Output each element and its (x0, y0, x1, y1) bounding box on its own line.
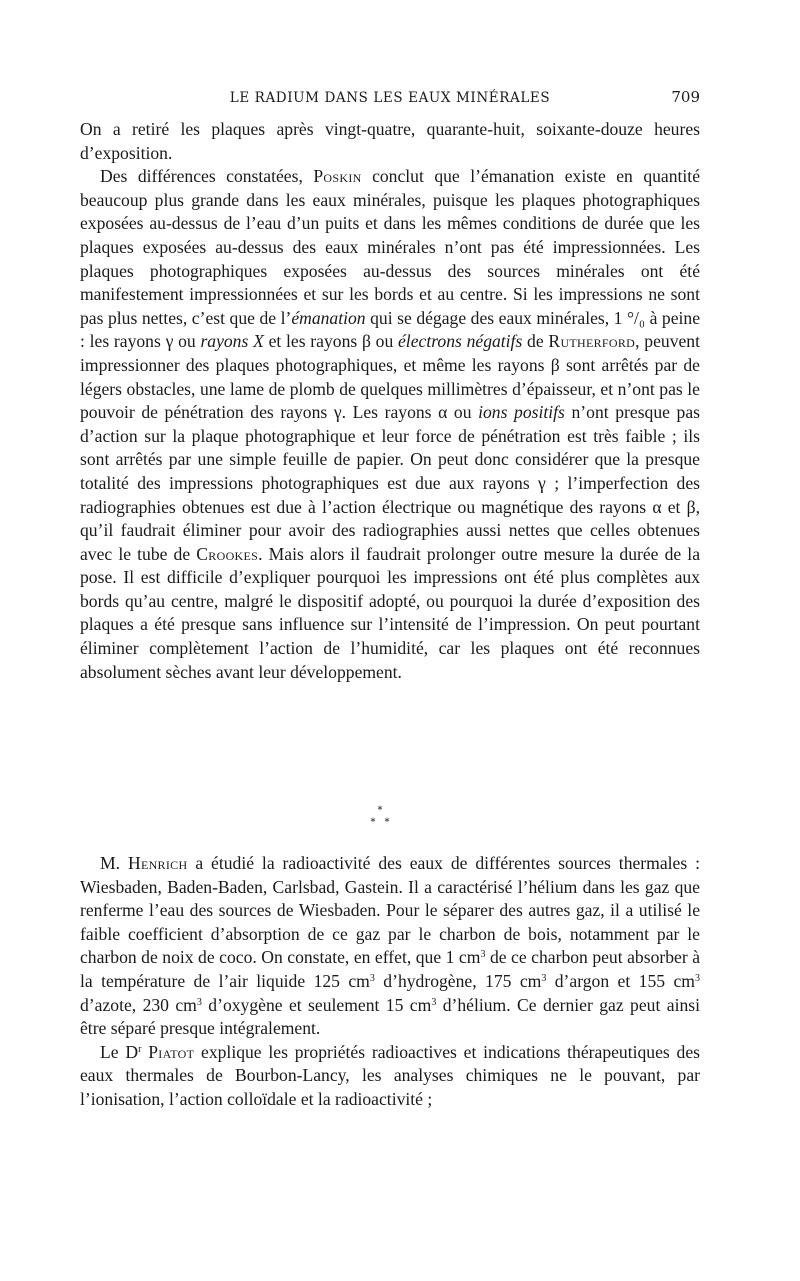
paragraph-4 (80, 1041, 700, 1112)
superscript: 3 (480, 949, 486, 961)
text-run: de (522, 331, 549, 352)
text-run: qui se dégage des eaux minérales, 1 °/₀ à peine : les rayons γ ou (80, 307, 701, 352)
page-number: 709 (671, 88, 700, 106)
author-name-rutherford: Rutherford (548, 331, 636, 352)
text-block-lower (80, 852, 700, 1112)
section-separator-asterism (360, 806, 400, 836)
page-header (80, 88, 700, 110)
text-run: et les rayons β ou (263, 331, 398, 352)
asterism-star: * (384, 817, 390, 828)
text-run: M. (100, 853, 128, 873)
asterism-star: * (377, 805, 383, 816)
text-run: d’hydrogène, 175 cm (374, 970, 542, 991)
text-run: de ce charbon peut absorber à la température de l’air liquide 125 cm (80, 947, 701, 991)
running-title: LE RADIUM DANS LES EAUX MINÉRALES (229, 90, 551, 106)
superscript: 3 (694, 972, 700, 984)
italic-term-electrons: électrons négatifs (398, 331, 523, 352)
text-run: . Mais alors il faudrait prolonger outre mesure la durée de la pose. Il est difficile d’expliquer pourquoi les impressions ont été plus complètes aux bords qu’au centre, malgré le dispositif adopté, ou pourquoi la durée d’exposition des plaques a été presque sans influence sur l’intensité de l’impression. On peut pourtant éliminer complètement l’action de l’humidité, car les plaques ont été reconnues absolument sèches avant leur développement. (80, 543, 700, 682)
text-run: , peuvent impressionner des plaques photographiques, et même les rayons β sont arrêtés par de légers obstacles, une lame de plomb de quelques millimètres d’épaisseur, et n’ont pas le pouvoir de pénétration des rayons γ. Les rayons α ou (80, 331, 700, 423)
text-run: Des différences constatées, (100, 166, 314, 187)
text-run: d’oxygène et seulement 15 cm (201, 994, 432, 1015)
text-run: d’hélium. Ce dernier gaz peut ainsi être séparé presque intégralement. (80, 994, 700, 1039)
text-block-upper (80, 118, 700, 684)
paragraph-3 (80, 852, 700, 1041)
paragraph-1: On a retiré les plaques après vingt-quatre, quarante-huit, soixante-douze heures d’exposition. (80, 119, 700, 163)
text-run: a étudié la radioactivité des eaux de différentes sources thermales : Wiesbaden, Baden-Baden, Carlsbad, Gastein. Il a caractérisé l’hélium dans les gaz que renferme l’eau des sources de Wiesbaden. Pour le séparer des autres gaz, il a utilisé le faible coefficient d’absorption de ce gaz par le charbon de bois, notamment par le charbon de noix de coco. On constate, en effet, que 1 cm (80, 853, 700, 968)
superscript: 3 (196, 996, 202, 1008)
text-run: conclut que l’émanation existe en quantité beaucoup plus grande dans les eaux minérales, puisque les plaques photographiques exposées au-dessus de l’eau d’un puits et dans les mêmes conditions de durée que les plaques exposées au-dessus des eaux minérales n’ont pas été impressionnées. Les plaques photographiques exposées au-dessus des sources minérales ont été manifestement impressionnées et sur les bords et au centre. Si les impressions ne sont pas plus nettes, c’est que de l’ (80, 166, 701, 328)
superscript: 3 (431, 996, 437, 1008)
superscript: 3 (369, 972, 375, 984)
author-name-crookes: Crookes (196, 543, 259, 564)
italic-term-emanation: émanation (291, 307, 366, 328)
text-run: d’argon et 155 cm (546, 970, 695, 991)
author-name-piatot: Piatot (148, 1041, 195, 1062)
text-run: d’azote, 230 cm (80, 994, 197, 1015)
author-name-poskin: Poskin (313, 166, 362, 187)
text-run: Le D (100, 1041, 139, 1062)
italic-term-rayons-x: rayons X (200, 331, 264, 352)
superscript: 3 (541, 972, 547, 984)
author-name-henrich: Henrich (127, 853, 188, 873)
text-run: explique les propriétés radioactives et indications thérapeutiques des eaux thermales de Bourbon-Lancy, les analyses chimiques ne le pouvant, par l’ionisation, l’action colloïdale et la radioactivité ; (80, 1041, 700, 1109)
superscript: r (138, 1043, 142, 1055)
paragraph-2 (80, 165, 700, 684)
italic-term-ions-positifs: ions positifs (478, 402, 565, 423)
text-run: n’ont presque pas d’action sur la plaque photographique et leur force de pénétration est très faible ; ils sont arrêtés par une simple feuille de papier. On peut donc considérer que la presque totalité des impressions photographiques est due aux rayons γ ; l’imperfection des radiographies obtenues est due à l’action électrique ou magnétique des rayons α et β, qu’il faudrait éliminer pour avoir des radiographies aussi nettes que celles obtenues avec le tube de (80, 402, 701, 564)
asterism-star: * (370, 817, 376, 828)
